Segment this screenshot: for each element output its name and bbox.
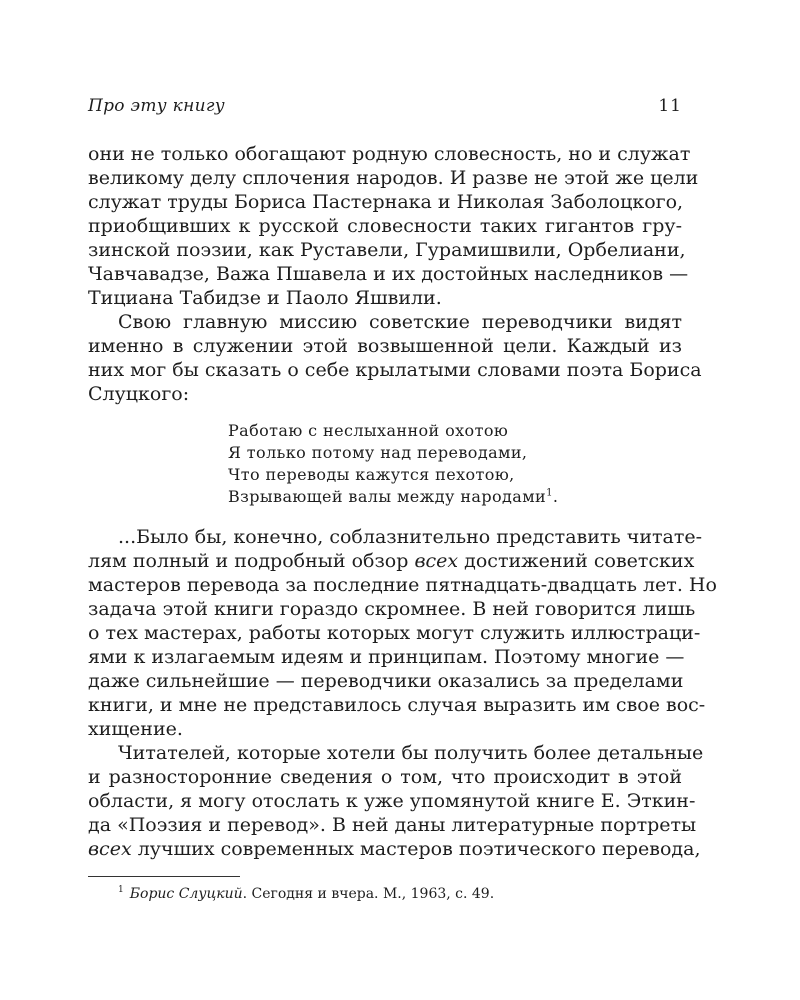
text-line: и разносторонние сведения о том, что происходит в этой (88, 766, 682, 788)
page-header (88, 96, 682, 120)
poem-line: Что переводы кажутся пехотою, (228, 465, 515, 484)
text-line: ями к излагаемым идеям и принципам. Поэтому многие — (88, 646, 685, 668)
footnote-mark: 1 (118, 885, 124, 896)
footnote-divider (88, 876, 240, 877)
text-line: Свою главную миссию советские переводчики видят (118, 311, 682, 333)
page-number: 11 (658, 96, 682, 116)
footnote-author: Борис Слуцкий (129, 886, 243, 902)
poem-line: Работаю с неслыханной охотою (228, 421, 509, 440)
footnote-text: . Сегодня и вчера. М., 1963, с. 49. (242, 886, 495, 902)
text-line: Читателей, которые хотели бы получить более детальные (118, 742, 704, 764)
emphasis-text: всех (88, 838, 132, 860)
text-line: книги, и мне не представилось случая выразить им свое вос- (88, 694, 706, 716)
text-line: да «Поэзия и перевод». В ней даны литературные портреты (88, 814, 697, 836)
text-span: лучших современных мастеров поэтического перевода, (131, 838, 701, 860)
text-line: Слуцкого: (88, 383, 190, 405)
text-line: них мог бы сказать о себе крылатыми словами поэта Бориса (88, 359, 702, 381)
poem-line-text: Взрывающей валы между народами (228, 487, 547, 506)
text-line: хищение. (88, 718, 183, 740)
text-line: мастеров перевода за последние пятнадцать-двадцать лет. Но (88, 574, 717, 596)
text-line (88, 835, 701, 863)
running-title: Про эту книгу (88, 96, 225, 116)
text-line: о тех мастерах, работы которых могут служить иллюстраци- (88, 622, 701, 644)
text-line: даже сильнейшие — переводчики оказались за пределами (88, 670, 684, 692)
text-line: ...Было бы, конечно, соблазнительно представить читате- (118, 526, 703, 548)
text-span: достижений советских (458, 550, 695, 572)
text-line: Тициана Табидзе и Паоло Яшвили. (88, 287, 442, 309)
emphasis-text: всех (414, 550, 459, 572)
text-line: великому делу сплочения народов. И разве не этой же цели (88, 167, 699, 189)
text-line: служат труды Бориса Пастернака и Николая Заболоцкого, (88, 191, 684, 213)
text-span: лям полный и подробный обзор (88, 550, 415, 572)
text-line: они не только обогащают родную словесность, но и служат (88, 143, 691, 165)
text-line: Чавчавадзе, Важа Пшавела и их достойных наследников — (88, 263, 689, 285)
text-line: области, я могу отослать к уже упомянутой книге Е. Эткин- (88, 790, 696, 812)
text-line: задача этой книги гораздо скромнее. В ней говорится лишь (88, 598, 696, 620)
text-line: зинской поэзии, как Руставели, Гурамишвили, Орбелиани, (88, 239, 686, 261)
text-line: приобщивших к русской словесности таких гигантов гру- (88, 215, 682, 237)
poem-line: Взрывающей валы между народами$^1$. (228, 487, 559, 506)
poem-line: Я только потому над переводами, (228, 443, 528, 462)
footnote (118, 884, 494, 904)
text-line: именно в служении этой возвышенной цели. Каждый из (88, 335, 682, 357)
footnote-reference[interactable]: 1 (546, 487, 553, 499)
